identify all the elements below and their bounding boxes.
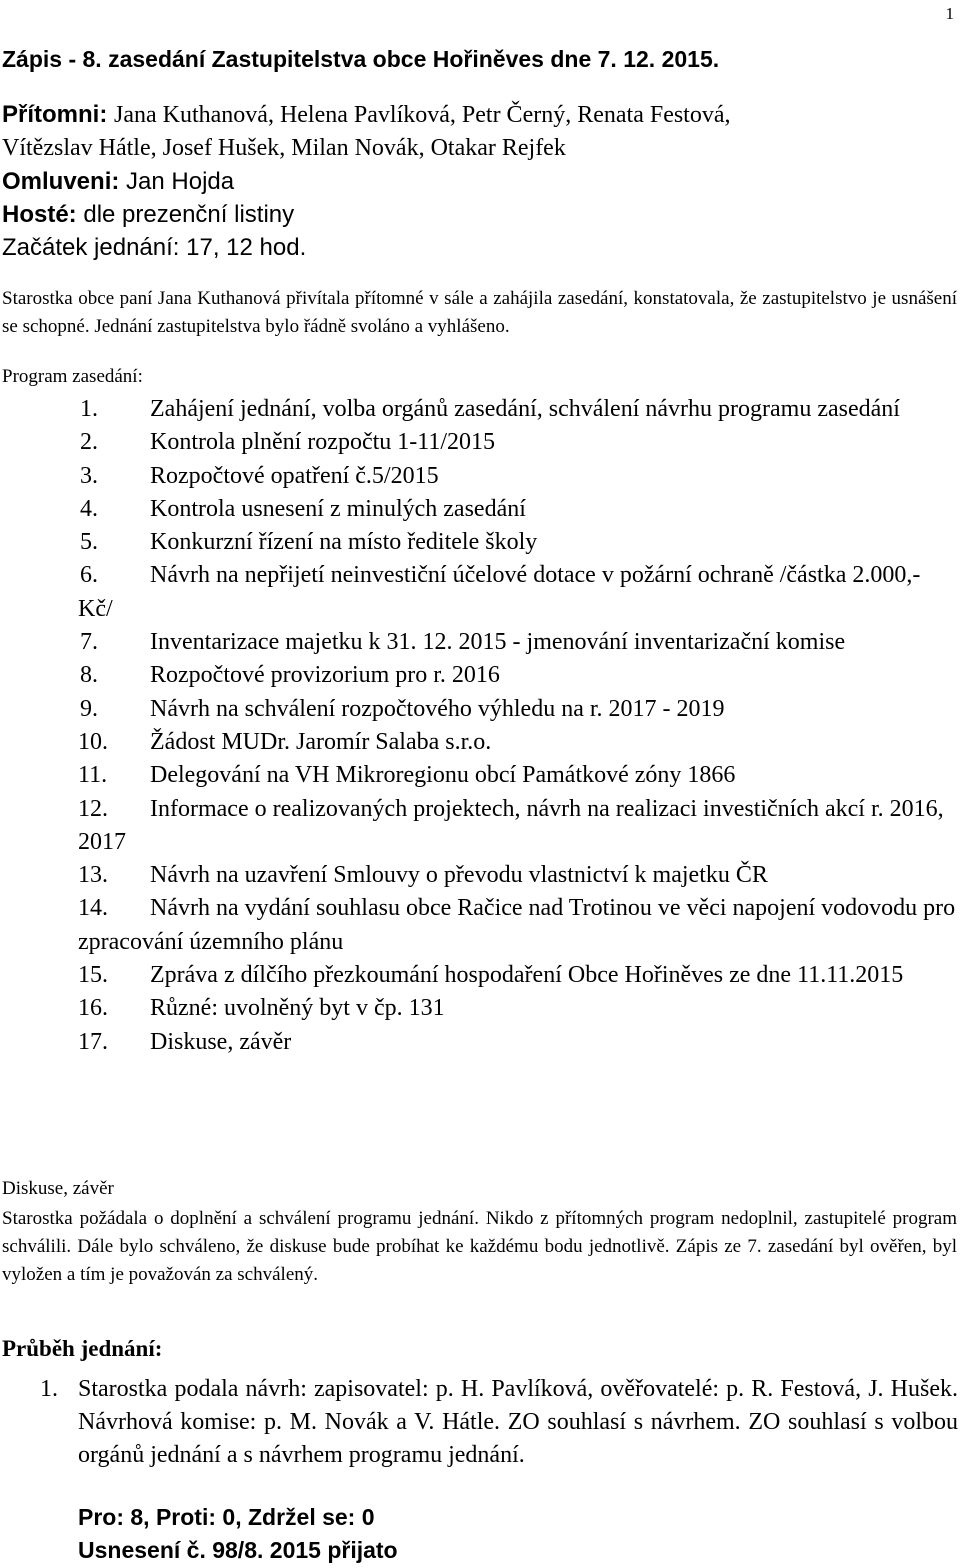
agenda-item-text: Žádost MUDr. Jaromír Salaba s.r.o. xyxy=(150,728,492,755)
excused-names: Jan Hojda xyxy=(126,168,235,195)
agenda-item-number: 12. xyxy=(78,795,108,822)
excused-line xyxy=(2,165,952,198)
agenda-item-text: Kontrola usnesení z minulých zasedání xyxy=(150,495,526,522)
proceedings-item-text: Starostka podala návrh: zapisovatel: p. H. Pavlíková, ověřovatelé: p. R. Festová, J. Hušek. Návrhová komise: p. M. Novák a V. Hátle. ZO souhlasí s návrhem. ZO souhlasí s volbou orgánů jednání a s návrhem programu jednání. xyxy=(78,1376,958,1468)
agenda-item xyxy=(78,892,958,959)
guests-line xyxy=(2,198,952,231)
agenda-item-text: Inventarizace majetku k 31. 12. 2015 - jmenování inventarizační komise xyxy=(150,629,846,656)
agenda-item-text: Delegování na VH Mikroregionu obcí Památkové zóny 1866 xyxy=(150,762,736,789)
agenda-list xyxy=(78,393,958,1059)
agenda-item xyxy=(78,793,958,860)
agenda-item-number: 10. xyxy=(78,728,108,755)
agenda-item xyxy=(78,726,958,759)
agenda-item-text: Rozpočtové provizorium pro r. 2016 xyxy=(150,662,500,689)
agenda-item-number: 9. xyxy=(80,695,98,722)
discussion-paragraph: Starostka požádala o doplnění a schválení programu jednání. Nikdo z přítomných program nedoplnil, zastupitelé program schválili. Dále bylo schváleno, že diskuse bude probíhat ke každému bodu jednotlivě. Zápis ze 7. zasedání byl ověřen, byl vyložen a tím je považován za schválený. xyxy=(2,1208,957,1285)
agenda-item-text: Informace o realizovaných projektech, návrh na realizaci investičních akcí r. 2016, 2017 xyxy=(78,795,944,855)
agenda-item-text: Konkurzní řízení na místo ředitele školy xyxy=(150,529,538,556)
resolution-status: Usnesení č. 98/8. 2015 přijato xyxy=(78,1537,398,1563)
agenda-item-text: Návrh na schválení rozpočtového výhledu na r. 2017 - 2019 xyxy=(150,695,725,722)
agenda-item-number: 8. xyxy=(80,662,98,689)
agenda-item-number: 2. xyxy=(80,429,98,456)
agenda-item-number: 11. xyxy=(78,762,108,789)
agenda-item-number: 3. xyxy=(80,462,98,489)
agenda-item xyxy=(78,992,958,1025)
agenda-item xyxy=(78,493,958,526)
agenda-item-number: 17. xyxy=(78,1028,108,1055)
start-line xyxy=(2,231,952,264)
agenda-item xyxy=(78,526,958,559)
agenda-item-number: 6. xyxy=(80,562,98,589)
agenda-item-number: 13. xyxy=(78,862,108,889)
guests-value: dle prezenční listiny xyxy=(83,201,295,228)
guests-label: Hosté: xyxy=(2,201,77,228)
agenda-item xyxy=(78,626,958,659)
agenda-item-text: Diskuse, závěr xyxy=(150,1028,292,1055)
agenda-item-text: Návrh na uzavření Smlouvy o převodu vlastnictví k majetku ČR xyxy=(150,862,768,889)
agenda-item xyxy=(78,460,958,493)
proceedings-item xyxy=(40,1373,958,1472)
agenda-item xyxy=(78,759,958,792)
agenda-item-number: 5. xyxy=(80,529,98,556)
start-label: Začátek jednání: xyxy=(2,234,180,261)
agenda-item xyxy=(78,959,958,992)
attendance-block xyxy=(2,98,952,264)
agenda-item-number: 14. xyxy=(78,895,108,922)
agenda-item xyxy=(78,1026,958,1059)
vote-result: Pro: 8, Proti: 0, Zdržel se: 0 xyxy=(78,1504,375,1530)
proceedings-item-number: 1. xyxy=(40,1376,58,1402)
agenda-item-number: 4. xyxy=(80,495,98,522)
agenda-item-text: Zahájení jednání, volba orgánů zasedání, schválení návrhu programu zasedání xyxy=(150,396,900,422)
present-names-2: Vítězslav Hátle, Josef Hušek, Milan Novák, Otakar Rejfek xyxy=(2,135,566,161)
agenda-item xyxy=(78,559,958,626)
agenda-item-text: Různé: uvolněný byt v čp. 131 xyxy=(150,995,445,1022)
agenda-item-number: 16. xyxy=(78,995,108,1022)
document-title: Zápis - 8. zasedání Zastupitelstva obce Hořiněves dne 7. 12. 2015. xyxy=(2,46,720,72)
page-number: 1 xyxy=(945,4,954,23)
agenda-item xyxy=(78,393,958,426)
agenda-item xyxy=(78,426,958,459)
agenda-item xyxy=(78,693,958,726)
vote-block xyxy=(78,1501,398,1567)
agenda-item-number: 1. xyxy=(80,396,98,422)
agenda-item-text: Návrh na nepřijetí neinvestiční účelové dotace v požární ochraně /částka 2.000,- Kč/ xyxy=(78,562,921,622)
agenda-item-number: 7. xyxy=(80,629,98,656)
agenda-item-text: Kontrola plnění rozpočtu 1-11/2015 xyxy=(150,429,496,456)
proceedings-heading: Průběh jednání: xyxy=(2,1336,163,1361)
agenda-item xyxy=(78,859,958,892)
discussion-heading: Diskuse, závěr xyxy=(2,1178,114,1199)
agenda-item-text: Návrh na vydání souhlasu obce Račice nad Trotinou ve věci napojení vodovodu pro zpracování územního plánu xyxy=(78,895,956,955)
present-label: Přítomni: xyxy=(2,101,108,128)
program-heading: Program zasedání: xyxy=(2,366,143,387)
present-names-1: Jana Kuthanová, Helena Pavlíková, Petr Černý, Renata Festová, xyxy=(114,102,731,128)
start-value: 17, 12 hod. xyxy=(186,234,307,261)
present-line-1 xyxy=(2,98,952,132)
excused-label: Omluveni: xyxy=(2,168,120,195)
intro-paragraph: Starostka obce paní Jana Kuthanová přivítala přítomné v sále a zahájila zasedání, konstatovala, že zastupitelstvo je usnášení se schopné. Jednání zastupitelstva bylo řádně svoláno a vyhlášeno. xyxy=(2,288,957,337)
agenda-item-text: Rozpočtové opatření č.5/2015 xyxy=(150,462,439,489)
agenda-item-number: 15. xyxy=(78,962,108,989)
agenda-item xyxy=(78,659,958,692)
agenda-item-text: Zpráva z dílčího přezkoumání hospodaření Obce Hořiněves ze dne 11.11.2015 xyxy=(150,962,904,989)
